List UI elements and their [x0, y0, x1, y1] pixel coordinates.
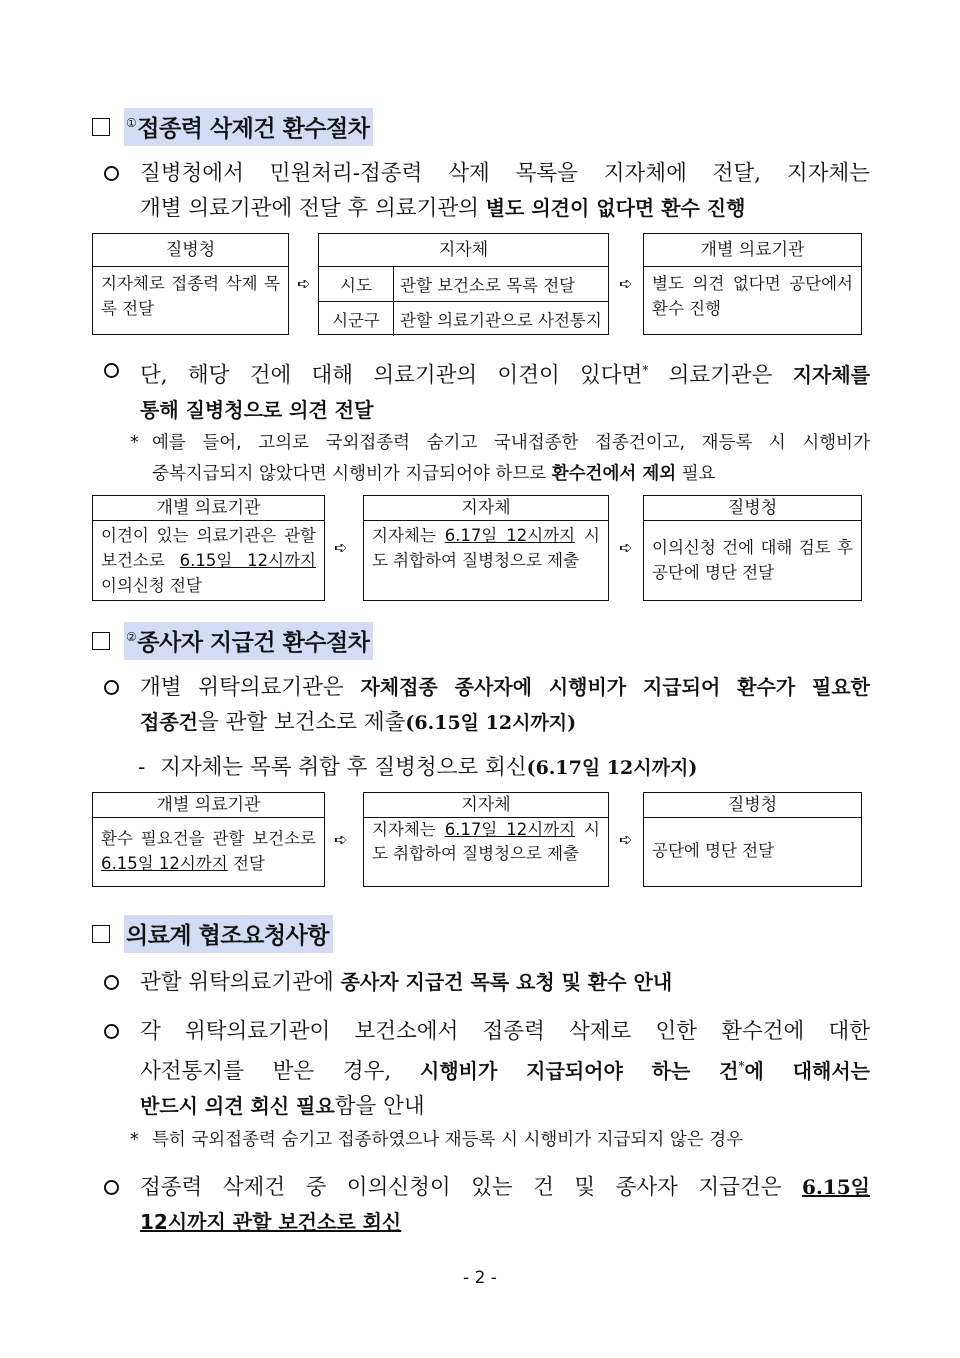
text: 접종력 삭제건 중 이의신청이 있는 건 및 종사자 지급건은	[140, 1175, 802, 1200]
bold-text: (6.15일 12시까지)	[405, 712, 577, 734]
circle-bullet-icon	[104, 1014, 122, 1049]
bold-text: 환수건에서 제외	[551, 464, 677, 484]
text: 시도 취합하여 질병청으로 제출	[372, 526, 600, 570]
box-body: 이의신청 건에 대해 검토 후 공단에 명단 전달	[652, 538, 853, 582]
box-body	[93, 521, 324, 602]
text-line	[104, 191, 870, 226]
checkbox-square	[92, 632, 110, 650]
box-header: 질병청	[644, 793, 861, 818]
bold-text: 종사자 지급건 목록 요청 및 환수 안내	[340, 970, 673, 994]
section-heading-3	[92, 917, 333, 951]
box-body: 별도 의견 없다면 공단에서 환수 진행	[652, 274, 853, 318]
bold-text: (6.17일 12시까지)	[526, 757, 698, 779]
section-number: ②	[126, 630, 137, 645]
box-header: 지자체	[364, 496, 608, 521]
table-cell: 시군구	[319, 302, 394, 337]
flow-box-clinic	[92, 792, 325, 887]
table-row	[319, 302, 608, 337]
text: 사전통지를 받은 경우,	[140, 1059, 421, 1085]
arrow-right-icon: ➪	[619, 830, 633, 849]
text-line	[130, 459, 870, 490]
box-header: 개별 의료기관	[93, 496, 324, 521]
bold-underlined-text: 6.15일	[801, 1175, 870, 1199]
section-title	[124, 622, 373, 660]
text: 을 관할 보건소로 제출	[197, 710, 406, 735]
text-line	[104, 705, 870, 741]
table-cell: 관할 의료기관으로 사전통지	[394, 302, 609, 337]
checkbox-square	[92, 118, 110, 136]
box-body: 지자체로 접종력 삭제 목록 전달	[101, 274, 280, 318]
text: 전달	[227, 854, 265, 873]
footnote-mark: *	[130, 1130, 139, 1150]
box-header: 질병청	[93, 234, 288, 267]
paragraph	[104, 670, 870, 741]
footnote-mark: *	[130, 433, 139, 453]
text: 개별 위탁의료기관은	[140, 675, 361, 700]
arrow-right-icon: ➪	[334, 830, 348, 849]
box-body	[364, 521, 608, 577]
text-line	[104, 1089, 870, 1124]
flow-box-clinic	[643, 233, 862, 335]
section-number: ①	[126, 116, 137, 131]
flow-box-clinic	[92, 495, 325, 601]
arrow-right-icon: ➪	[334, 538, 348, 557]
box-header: 질병청	[644, 496, 861, 521]
bold-text: 지자체를	[792, 363, 871, 388]
text-line	[104, 670, 870, 705]
bold-text: 에 대해서는	[744, 1059, 870, 1084]
text: 지자체는	[372, 820, 445, 839]
text: 지자체는	[372, 526, 445, 545]
text: 환수 필요건을 관할 보건소로	[101, 829, 316, 848]
text-line: 예를 들어, 고의로 국외접종력 숨기고 국내접종한 접종건이고, 재등록 시 시행비가	[152, 433, 870, 453]
text-line: 특히 국외접종력 숨기고 접종하였으나 재등록 시 시행비가 지급되지 않은 경우	[152, 1130, 744, 1150]
box-body: 공단에 명단 전달	[652, 841, 775, 860]
text: 시도 취합하여 질병청으로 제출	[372, 820, 600, 863]
text: 이견이 있는 의료기관은 관할 보건소로	[101, 526, 316, 570]
flow-box-kdca	[643, 792, 862, 887]
text-line: 각 위탁의료기관이 보건소에서 접종력 삭제로 인한 환수건에 대한	[140, 1019, 870, 1044]
table-row	[319, 267, 608, 302]
text: 의료기관은	[648, 363, 793, 389]
paragraph	[104, 1014, 870, 1124]
section-heading-1	[92, 110, 373, 144]
arrow-right-icon: ➪	[619, 538, 633, 557]
box-header: 개별 의료기관	[644, 234, 861, 267]
bold-underlined-text: 12시까지 관할 보건소로 회신	[140, 1210, 402, 1234]
section-title	[124, 108, 373, 146]
flow-box-local-gov	[318, 233, 609, 335]
bold-text: 별도 의견이 없다면 환수 진행	[485, 196, 746, 220]
circle-bullet-icon	[104, 670, 122, 705]
paragraph	[104, 965, 870, 1000]
underlined-text: 6.15일 12시까지	[179, 551, 316, 570]
bold-text: 시행비가 지급되어야 하는 건	[420, 1059, 739, 1084]
text-line: 질병청에서 민원처리-접종력 삭제 목록을 지자체에 전달, 지자체는	[140, 161, 870, 186]
checkbox-square	[92, 925, 110, 943]
box-header: 지자체	[364, 793, 608, 818]
text: 함을 안내	[334, 1094, 425, 1120]
text-line	[104, 393, 870, 428]
table-cell: 시도	[319, 267, 394, 302]
arrow-right-icon: ➪	[619, 274, 633, 293]
bold-text: 자체접종 종사자에 시행비가 지급되어 환수가 필요한	[360, 675, 870, 699]
underlined-text: 6.17일 12시까지	[444, 820, 576, 839]
text-line	[104, 1205, 870, 1240]
paragraph	[104, 156, 870, 226]
flow-box-local-gov	[363, 792, 609, 887]
footnote-mark: *	[738, 1059, 745, 1073]
footnote	[130, 428, 870, 490]
box-header: 개별 의료기관	[93, 793, 324, 818]
box-body	[93, 818, 324, 880]
text: 중복지급되지 않았다면 시행비가 지급되어야 하므로	[152, 464, 552, 484]
page-number: - 2 -	[463, 1268, 497, 1288]
flow-box-local-gov	[363, 495, 609, 601]
circle-bullet-icon	[104, 353, 122, 388]
local-gov-table	[319, 266, 608, 336]
underlined-text: 6.17일 12시까지	[444, 526, 576, 545]
section-title-text: 접종력 삭제건 환수절차	[137, 116, 370, 142]
paragraph	[104, 353, 870, 428]
section-heading-2	[92, 624, 373, 658]
flow-box-kdca	[643, 495, 862, 601]
section-title-text: 종사자 지급건 환수절차	[137, 630, 370, 656]
section-title: 의료계 협조요청사항	[124, 915, 333, 953]
underlined-text: 6.15일 12시까지	[101, 854, 228, 873]
text: 단, 해당 건에 대해 의료기관의 이견이 있다면	[140, 363, 643, 389]
bold-text: 접종건	[140, 710, 198, 734]
circle-bullet-icon	[104, 1170, 122, 1205]
text-line	[104, 1170, 870, 1205]
dash-line	[138, 750, 697, 786]
text-line	[104, 965, 870, 1000]
footnote	[130, 1125, 870, 1156]
bold-text: 반드시 의견 회신 필요	[140, 1094, 335, 1119]
text: 필요	[676, 464, 716, 484]
text-line	[104, 353, 870, 393]
box-header: 지자체	[438, 240, 489, 260]
bold-text: 통해 질병청으로 의견 전달	[140, 398, 374, 423]
text-line	[104, 1049, 870, 1089]
text: 관할 위탁의료기관에	[140, 970, 341, 995]
box-body	[364, 818, 608, 870]
arrow-right-icon: ➪	[297, 274, 311, 293]
text: 이의신청 전달	[101, 576, 202, 595]
paragraph	[104, 1170, 870, 1240]
circle-bullet-icon	[104, 156, 122, 191]
table-cell: 관할 보건소로 목록 전달	[394, 267, 609, 302]
flow-box-kdca	[92, 233, 289, 335]
text: 개별 의료기관에 전달 후 의료기관의	[140, 196, 486, 221]
dash-mark: -	[138, 755, 146, 780]
circle-bullet-icon	[104, 965, 122, 1000]
footnote-mark: *	[642, 363, 649, 377]
text: 지자체는 목록 취합 후 질병청으로 회신	[160, 755, 527, 780]
